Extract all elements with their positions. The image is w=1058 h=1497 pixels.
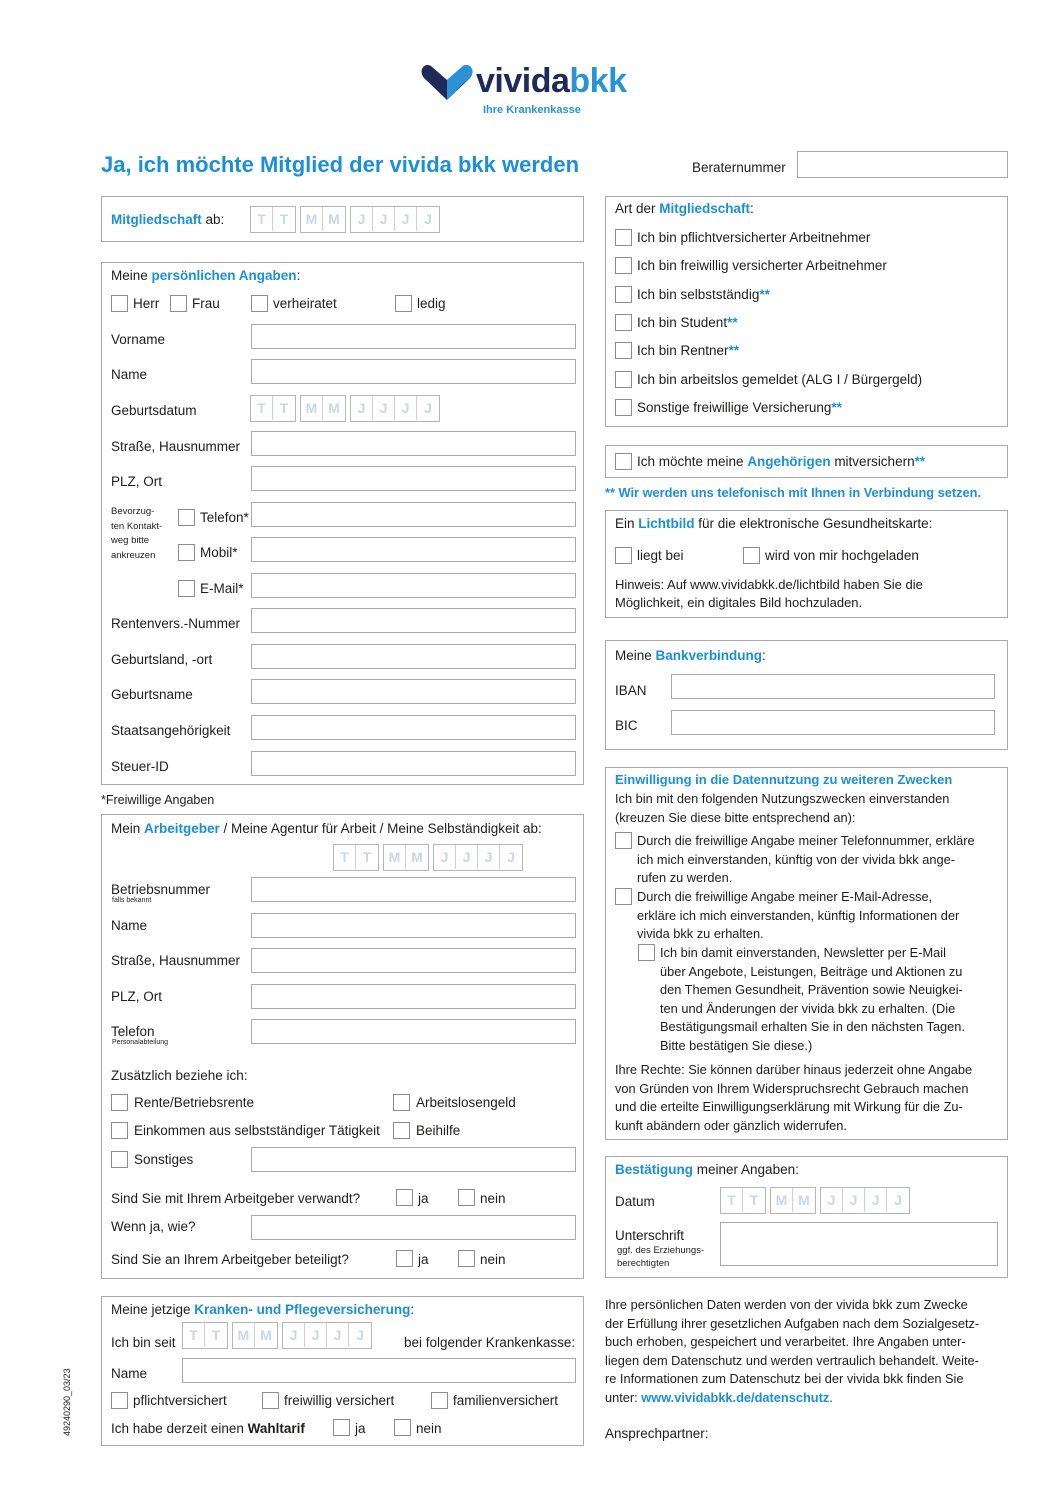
- date-cell[interactable]: J: [478, 845, 500, 869]
- label-ansprechpartner: Ansprechpartner:: [605, 1426, 709, 1441]
- checkbox-consent-phone[interactable]: [615, 832, 632, 849]
- insurance-name-field[interactable]: [182, 1358, 576, 1383]
- date-cell[interactable]: J: [507, 849, 515, 865]
- date-group[interactable]: [433, 844, 523, 871]
- checkbox-contact-email[interactable]: [178, 580, 195, 597]
- label-ledig: ledig: [417, 296, 446, 311]
- consent-email-text: Durch die freiwillige Angabe meiner E-Mail-Adresse, erkläre ich mich einverstanden, künftig Informationen der vivida bkk zu erhalten.: [637, 889, 960, 942]
- consent-intro-1: Ich bin mit den folgenden Nutzungszwecken einverstanden: [615, 791, 950, 806]
- label-pflicht: pflichtversichert: [133, 1393, 227, 1408]
- date-cell[interactable]: J: [894, 1192, 902, 1208]
- label-staatsangehoerigkeit: Staatsangehörigkeit: [111, 723, 231, 738]
- label-photo-upload: wird von mir hochgeladen: [765, 548, 919, 563]
- bank-heading: Meine Bankverbindung:: [615, 648, 766, 663]
- date-cell[interactable]: M: [328, 400, 340, 416]
- phone-note: ** Wir werden uns telefonisch mit Ihnen in Verbindung setzen.: [605, 485, 982, 500]
- checkbox-frau[interactable]: [170, 295, 187, 312]
- label-seit: Ich bin seit: [111, 1335, 176, 1350]
- date-group[interactable]: [250, 206, 296, 233]
- consent-rights-text: Ihre Rechte: Sie können darüber hinaus jederzeit ohne Angabe von Gründen von Ihrem Widerspruchsrecht Gebrauch machen und die erteilte Einwilligungserklärung mit Wirkung für die Zu- kunft abändern oder gänzlich widerrufen.: [615, 1062, 973, 1133]
- consent-phone-text: Durch die freiwillige Angabe meiner Telefonnummer, erkläre ich mich einverstanden, künftig von der vivida bkk ange- rufen zu werden.: [637, 833, 975, 886]
- berater-label: Beraternummer: [692, 160, 786, 175]
- checkbox-beihilfe[interactable]: [393, 1122, 410, 1139]
- label-insurance-name: Name: [111, 1366, 148, 1381]
- consent-heading: Einwilligung in die Datennutzung zu weiteren Zwecken: [615, 772, 953, 787]
- label-beteiligt-nein: nein: [480, 1252, 506, 1267]
- employer-telefon-field[interactable]: [251, 1019, 576, 1044]
- privacy-link[interactable]: www.vividabkk.de/datenschutz: [641, 1389, 830, 1405]
- note-erziehung-1: ggf. des Erziehungs-: [617, 1245, 705, 1256]
- date-cell[interactable]: J: [283, 1323, 305, 1347]
- note-betriebsnummer: falls bekannt: [112, 897, 152, 904]
- betriebsnummer-field[interactable]: [251, 877, 576, 902]
- label-employer-name: Name: [111, 918, 148, 933]
- checkbox-einkommen[interactable]: [111, 1122, 128, 1139]
- employer-plz-field[interactable]: [251, 984, 576, 1009]
- label-frau: Frau: [192, 296, 220, 311]
- label-iban: IBAN: [615, 683, 647, 698]
- page-title: Ja, ich möchte Mitglied der vivida bkk werden: [101, 152, 580, 177]
- checkbox-wahltarif-ja[interactable]: [333, 1419, 350, 1436]
- date-cell[interactable]: J: [373, 396, 395, 420]
- checkbox-membership-type[interactable]: [615, 399, 632, 416]
- label-membership-type: Ich bin freiwillig versicherter Arbeitnehmer: [637, 258, 887, 274]
- note-personalabteilung: Personalabteilung: [112, 1039, 169, 1046]
- heart-logo-icon: [420, 60, 474, 104]
- checkbox-contact-mobil[interactable]: [178, 544, 195, 561]
- checkbox-beteiligt-ja[interactable]: [396, 1250, 413, 1267]
- checkbox-photo-liegt[interactable]: [615, 547, 632, 564]
- date-cell[interactable]: T: [251, 396, 273, 420]
- date-cell[interactable]: T: [183, 1323, 205, 1347]
- employer-strasse-field[interactable]: [251, 948, 576, 973]
- checkbox-membership-type[interactable]: [615, 257, 632, 274]
- wenn-ja-field[interactable]: [251, 1215, 576, 1240]
- checkbox-rente[interactable]: [111, 1094, 128, 1111]
- checkbox-membership-type[interactable]: [615, 314, 632, 331]
- footnote-freiwillig: *Freiwillige Angaben: [101, 793, 215, 807]
- mobil-field[interactable]: [251, 537, 576, 562]
- date-cell[interactable]: J: [395, 207, 417, 231]
- checkbox-verwandt-nein[interactable]: [458, 1189, 475, 1206]
- label-verwandt-ja: ja: [418, 1191, 429, 1206]
- privacy-text: Ihre persönlichen Daten werden von der vivida bkk zum Zwecke der Erfüllung ihrer gesetzlichen Aufgaben nach dem Sozialgesetz- buch erhoben, gespeichert und verarbeitet. Ihre Angaben unter- liegen dem Datenschutz und werden vertraulich behandelt. Weite- re Informationen zum Datenschutz bei der vivida bkk finden Sie unter: www.vividabkk.de/datenschutz.: [605, 1297, 980, 1405]
- note-erziehung-2: berechtigten: [617, 1258, 670, 1269]
- geburtsdatum-date[interactable]: [250, 395, 444, 422]
- label-geburtsname: Geburtsname: [111, 687, 193, 702]
- date-cell[interactable]: T: [721, 1188, 743, 1212]
- checkbox-consent-newsletter[interactable]: [638, 944, 655, 961]
- checkbox-verwandt-ja[interactable]: [396, 1189, 413, 1206]
- label-family: Ich möchte meine Angehörigen mitversichern**: [637, 454, 926, 469]
- plz-field[interactable]: [251, 466, 576, 491]
- date-cell[interactable]: M: [798, 1192, 810, 1208]
- date-group[interactable]: [300, 395, 346, 422]
- date-group[interactable]: [350, 395, 440, 422]
- date-cell[interactable]: T: [362, 849, 372, 865]
- date-group[interactable]: [350, 206, 440, 233]
- date-group[interactable]: [232, 1322, 278, 1349]
- checkbox-pflicht[interactable]: [111, 1392, 128, 1409]
- membership-start-date[interactable]: [250, 206, 444, 233]
- date-cell[interactable]: T: [251, 207, 273, 231]
- logo-text-vivida: vivida: [476, 62, 570, 100]
- label-datum: Datum: [615, 1194, 655, 1209]
- label-email: E-Mail*: [200, 581, 244, 596]
- contact-hint: Bevorzug- ten Kontakt- weg bitte ankreuzen: [111, 506, 163, 561]
- personal-heading: Meine persönlichen Angaben:: [111, 268, 301, 283]
- label-wenn-ja: Wenn ja, wie?: [111, 1219, 196, 1234]
- date-cell[interactable]: J: [434, 845, 456, 869]
- membership-start-label: Mitgliedschaft ab:: [111, 212, 225, 227]
- date-group[interactable]: [770, 1187, 816, 1214]
- date-cell[interactable]: J: [865, 1188, 887, 1212]
- date-cell[interactable]: J: [456, 845, 478, 869]
- date-cell[interactable]: J: [424, 400, 432, 416]
- date-cell[interactable]: T: [279, 211, 289, 227]
- label-familien: familienversichert: [453, 1393, 559, 1408]
- checkbox-verheiratet[interactable]: [251, 295, 268, 312]
- checkbox-contact-telefon[interactable]: [178, 509, 195, 526]
- staatsangehoerigkeit-field[interactable]: [251, 715, 576, 740]
- date-cell[interactable]: M: [301, 207, 323, 231]
- checkbox-membership-type[interactable]: [615, 371, 632, 388]
- label-wahltarif: Ich habe derzeit einen Wahltarif: [111, 1421, 305, 1436]
- insurance-heading: Meine jetzige Kranken- und Pflegeversicherung:: [111, 1302, 415, 1317]
- photo-heading: Ein Lichtbild für die elektronische Gesundheitskarte:: [615, 516, 933, 531]
- date-cell[interactable]: J: [351, 396, 373, 420]
- label-einkommen: Einkommen aus selbstständiger Tätigkeit: [134, 1123, 380, 1138]
- berater-field[interactable]: [797, 151, 1008, 178]
- date-cell[interactable]: M: [233, 1323, 255, 1347]
- label-verwandt: Sind Sie mit Ihrem Arbeitgeber verwandt?: [111, 1191, 361, 1206]
- label-rentenvers: Rentenvers.-Nummer: [111, 616, 241, 631]
- signature-field[interactable]: [720, 1222, 998, 1266]
- label-wahltarif-nein: nein: [416, 1421, 442, 1436]
- date-cell[interactable]: J: [351, 207, 373, 231]
- date-group[interactable]: [820, 1187, 910, 1214]
- logo: [420, 58, 640, 120]
- label-name: Name: [111, 367, 148, 382]
- date-cell[interactable]: T: [334, 845, 356, 869]
- label-beteiligt: Sind Sie an Ihrem Arbeitgeber beteiligt?: [111, 1252, 349, 1267]
- checkbox-membership-type[interactable]: [615, 342, 632, 359]
- label-membership-type: Sonstige freiwillige Versicherung**: [637, 399, 842, 415]
- confirm-date[interactable]: [720, 1187, 914, 1214]
- date-cell[interactable]: J: [424, 211, 432, 227]
- label-geburtsland: Geburtsland, -ort: [111, 652, 213, 667]
- checkbox-alg[interactable]: [393, 1094, 410, 1111]
- date-group[interactable]: [250, 395, 296, 422]
- date-group[interactable]: [300, 206, 346, 233]
- label-membership-type: Ich bin Student**: [637, 314, 738, 330]
- label-plz: PLZ, Ort: [111, 474, 163, 489]
- checkbox-herr[interactable]: [111, 295, 128, 312]
- label-rente: Rente/Betriebsrente: [134, 1095, 255, 1110]
- label-wahltarif-ja: ja: [355, 1421, 366, 1436]
- date-cell[interactable]: M: [328, 211, 340, 227]
- date-cell[interactable]: T: [211, 1327, 221, 1343]
- label-employer-strasse: Straße, Hausnummer: [111, 953, 241, 968]
- date-cell[interactable]: M: [411, 849, 423, 865]
- checkbox-familien[interactable]: [431, 1392, 448, 1409]
- label-beteiligt-ja: ja: [418, 1252, 429, 1267]
- employer-name-field[interactable]: [251, 913, 576, 938]
- label-mobil: Mobil*: [200, 545, 238, 560]
- date-cell[interactable]: J: [821, 1188, 843, 1212]
- date-group[interactable]: [282, 1322, 372, 1349]
- checkbox-membership-type[interactable]: [615, 229, 632, 246]
- date-group[interactable]: [720, 1187, 766, 1214]
- label-membership-type: Ich bin selbstständig**: [637, 286, 770, 302]
- checkbox-photo-upload[interactable]: [743, 547, 760, 564]
- date-cell[interactable]: J: [395, 396, 417, 420]
- label-alg: Arbeitslosengeld: [416, 1095, 516, 1110]
- date-cell[interactable]: M: [301, 396, 323, 420]
- label-employer-plz: PLZ, Ort: [111, 989, 163, 1004]
- label-bic: BIC: [615, 718, 638, 733]
- consent-intro-2: (kreuzen Sie diese bitte entsprechend an):: [615, 810, 856, 825]
- logo-text-bkk: bkk: [569, 62, 627, 100]
- confirm-heading: Bestätigung meiner Angaben:: [615, 1162, 799, 1177]
- photo-hint-line2: Möglichkeit, ein digitales Bild hochzuladen.: [615, 595, 863, 610]
- label-geburtsdatum: Geburtsdatum: [111, 403, 197, 418]
- date-cell[interactable]: J: [843, 1188, 865, 1212]
- vorname-field[interactable]: [251, 324, 576, 349]
- insurance-since-date[interactable]: [182, 1322, 376, 1349]
- date-cell[interactable]: J: [373, 207, 395, 231]
- label-sonstiges: Sonstiges: [134, 1152, 194, 1167]
- checkbox-membership-type[interactable]: [615, 286, 632, 303]
- date-cell[interactable]: T: [279, 400, 289, 416]
- label-herr: Herr: [133, 296, 160, 311]
- label-membership-type: Ich bin arbeitslos gemeldet (ALG I / Bürgergeld): [637, 371, 923, 387]
- bic-field[interactable]: [671, 710, 995, 735]
- employer-since-date[interactable]: [333, 844, 527, 871]
- strasse-field[interactable]: [251, 431, 576, 456]
- geburtsland-field[interactable]: [251, 644, 576, 669]
- date-group[interactable]: [182, 1322, 228, 1349]
- checkbox-family[interactable]: [615, 453, 632, 470]
- label-photo-liegt: liegt bei: [637, 548, 684, 563]
- date-group[interactable]: [383, 844, 429, 871]
- label-unterschrift: Unterschrift: [615, 1228, 685, 1243]
- label-membership-type: Ich bin Rentner**: [637, 343, 740, 359]
- steuer-id-field[interactable]: [251, 751, 576, 776]
- photo-hint-line1: Hinweis: Auf www.vividabkk.de/lichtbild haben Sie die: [615, 577, 923, 592]
- date-cell[interactable]: J: [305, 1323, 327, 1347]
- checkbox-ledig[interactable]: [395, 295, 412, 312]
- label-beihilfe: Beihilfe: [416, 1123, 461, 1138]
- checkbox-beteiligt-nein[interactable]: [458, 1250, 475, 1267]
- checkbox-sonstiges[interactable]: [111, 1151, 128, 1168]
- membership-type-heading: Art der Mitgliedschaft:: [615, 201, 754, 216]
- label-zusaetzlich: Zusätzlich beziehe ich:: [111, 1068, 248, 1083]
- rentenvers-field[interactable]: [251, 608, 576, 633]
- date-cell[interactable]: M: [384, 845, 406, 869]
- logo-tagline: Ihre Krankenkasse: [483, 104, 581, 116]
- label-telefon: Telefon*: [200, 510, 249, 525]
- date-group[interactable]: [333, 844, 379, 871]
- date-cell[interactable]: J: [356, 1327, 364, 1343]
- date-cell[interactable]: M: [771, 1188, 793, 1212]
- label-strasse: Straße, Hausnummer: [111, 439, 241, 454]
- label-betriebsnummer: Betriebsnummer: [111, 882, 211, 897]
- name-field[interactable]: [251, 359, 576, 384]
- email-field[interactable]: [251, 573, 576, 598]
- date-cell[interactable]: T: [749, 1192, 759, 1208]
- label-membership-type: Ich bin pflichtversicherter Arbeitnehmer: [637, 230, 871, 245]
- label-verheiratet: verheiratet: [273, 296, 337, 311]
- geburtsname-field[interactable]: [251, 679, 576, 704]
- employer-heading: Mein Arbeitgeber / Meine Agentur für Arbeit / Meine Selbständigkeit ab:: [111, 821, 542, 836]
- date-cell[interactable]: J: [327, 1323, 349, 1347]
- label-steuer-id: Steuer-ID: [111, 759, 169, 774]
- label-employer-telefon: Telefon: [111, 1024, 155, 1039]
- telefon-field[interactable]: [251, 502, 576, 527]
- form-code: 49240290_03/23: [62, 1368, 72, 1436]
- iban-field[interactable]: [671, 674, 995, 699]
- label-bei: bei folgender Krankenkasse:: [404, 1335, 576, 1350]
- label-verwandt-nein: nein: [480, 1191, 506, 1206]
- sonstiges-field[interactable]: [251, 1147, 576, 1172]
- checkbox-wahltarif-nein[interactable]: [394, 1419, 411, 1436]
- date-cell[interactable]: M: [260, 1327, 272, 1343]
- checkbox-consent-email[interactable]: [615, 888, 632, 905]
- label-vorname: Vorname: [111, 332, 166, 347]
- consent-newsletter-text: Ich bin damit einverstanden, Newsletter per E-Mail über Angebote, Leistungen, Beiträge und Aktionen zu den Themen Gesundheit, Prävention sowie Neuigkei- ten und Änderungen der vivida bkk zu erhalten. (Die Bestätigungsmail erhalten Sie in den nächsten Tagen. Bitte bestätigen Sie diese.): [660, 945, 965, 1053]
- checkbox-freiwillig[interactable]: [262, 1392, 279, 1409]
- label-freiwillig: freiwillig versichert: [284, 1393, 395, 1408]
